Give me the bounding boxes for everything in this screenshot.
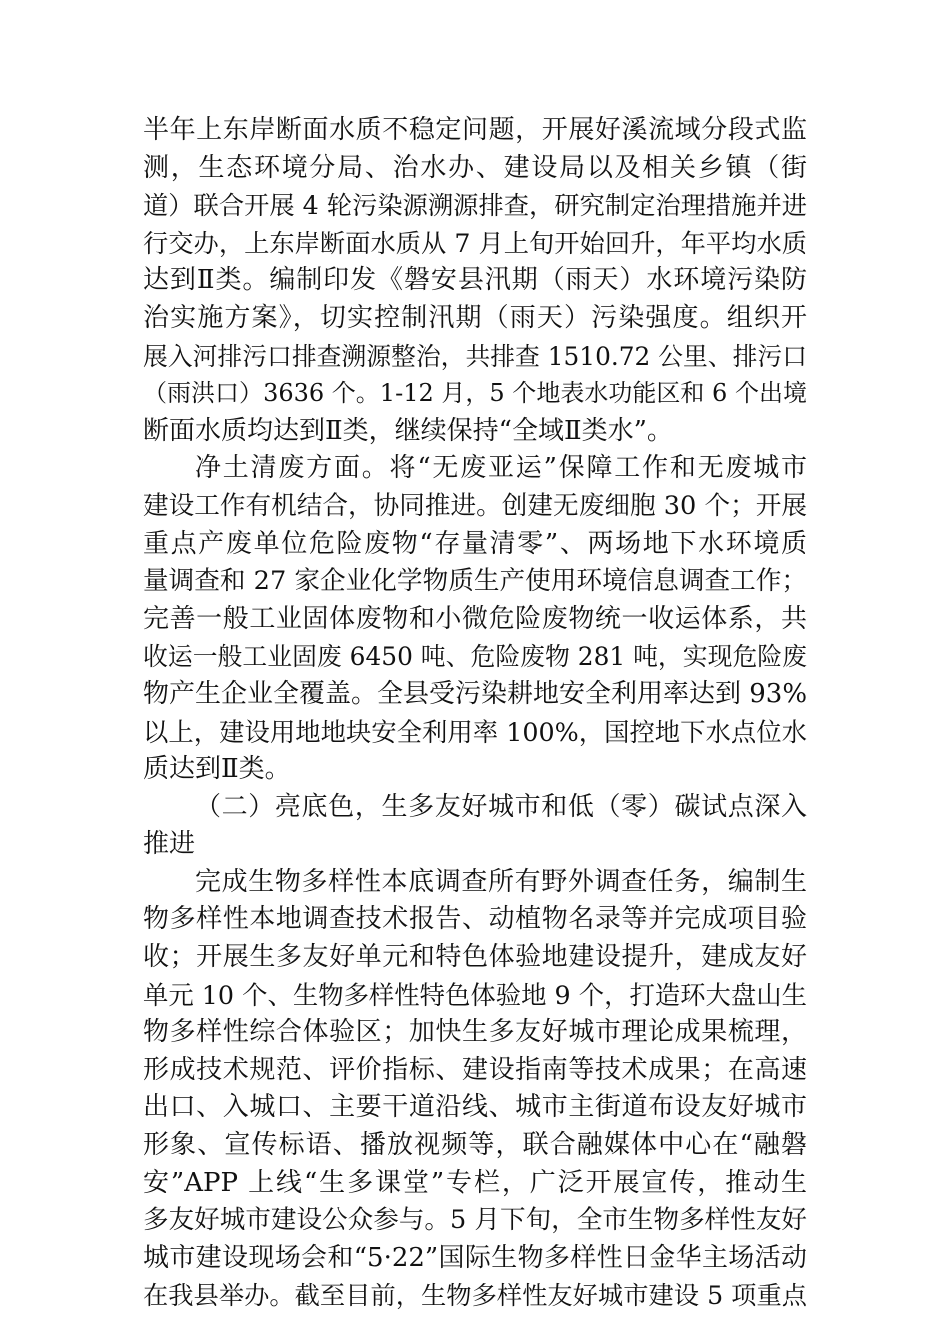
heading-line: 推进 <box>143 829 196 860</box>
text-line: （雨洪口）3636 个。1-12 月，5 个地表水功能区和 6 个出境 <box>143 379 807 408</box>
text-line: 收运一般工业固废 6450 吨、危险废物 281 吨，实现危险废 <box>143 642 807 672</box>
text-line: 物多样性综合体验区；加快生多友好城市理论成果梳理， <box>143 1017 807 1048</box>
text-line: 出口、入城口、主要干道沿线、城市主街道布设友好城市 <box>143 1092 807 1123</box>
text-line: 完成生物多样性本底调查所有野外调查任务，编制生 <box>195 866 807 897</box>
text-line: 在我县举办。截至目前，生物多样性友好城市建设 5 项重点 <box>143 1281 807 1311</box>
text-line: 建设工作有机结合，协同推进。创建无废细胞 30 个；开展 <box>143 490 807 521</box>
text-line: 形成技术规范、评价指标、建设指南等技术成果；在高速 <box>143 1054 807 1085</box>
text-line: 多友好城市建设公众参与。5 月下旬，全市生物多样性友好 <box>143 1205 807 1236</box>
text-line: 重点产废单位危险废物“存量清零”、两场地下水环境质 <box>143 528 807 559</box>
text-line: 达到Ⅱ类。编制印发《磐安县汛期（雨天）水环境污染防 <box>143 265 807 296</box>
text-line: 半年上东岸断面水质不稳定问题，开展好溪流域分段式监 <box>143 115 807 145</box>
document-body <box>143 112 807 1315</box>
text-line: 质达到Ⅱ类。 <box>143 754 291 785</box>
text-line: 测，生态环境分局、治水办、建设局以及相关乡镇（街 <box>143 152 807 183</box>
text-line: 断面水质均达到Ⅱ类，继续保持“全域Ⅱ类水”。 <box>143 415 673 446</box>
text-line: 净土清废方面。将“无废亚运”保障工作和无废城市 <box>195 453 807 484</box>
text-line: 量调查和 27 家企业化学物质生产使用环境信息调查工作； <box>143 566 807 597</box>
text-line: 完善一般工业固体废物和小微危险废物统一收运体系，共 <box>143 603 807 634</box>
text-line: 以上，建设用地地块安全利用率 100%，国控地下水点位水 <box>143 716 807 747</box>
heading-line: （二）亮底色，生多友好城市和低（零）碳试点深入 <box>195 791 807 822</box>
text-line: 治实施方案》，切实控制汛期（雨天）污染强度。组织开 <box>143 302 807 333</box>
text-line: 单元 10 个、生物多样性特色体验地 9 个，打造环大盘山生 <box>143 979 807 1010</box>
text-line: 形象、宣传标语、播放视频等，联合融媒体中心在“融磐 <box>143 1130 807 1161</box>
text-line: 城市建设现场会和“5·22”国际生物多样性日金华主场活动 <box>143 1242 807 1273</box>
paragraph-biodiversity <box>143 864 807 1315</box>
text-line: 物产生企业全覆盖。全县受污染耕地安全利用率达到 93% <box>143 678 808 709</box>
text-line: 道）联合开展 4 轮污染源溯源排查，研究制定治理措施并进 <box>143 191 807 221</box>
paragraph-soil-waste <box>143 450 807 788</box>
text-line: 收；开展生多友好单元和特色体验地建设提升，建成友好 <box>143 942 807 973</box>
text-line: 物多样性本地调查技术报告、动植物名录等并完成项目验 <box>143 904 807 935</box>
text-line: 展入河排污口排查溯源整治，共排查 1510.72 公里、排污口 <box>143 341 807 371</box>
text-line: 行交办，上东岸断面水质从 7 月上旬开始回升，年平均水质 <box>143 228 807 258</box>
paragraph-water-quality <box>143 112 807 450</box>
section-heading <box>143 789 807 864</box>
text-line: 安”APP 上线“生多课堂”专栏，广泛开展宣传，推动生 <box>143 1167 807 1198</box>
